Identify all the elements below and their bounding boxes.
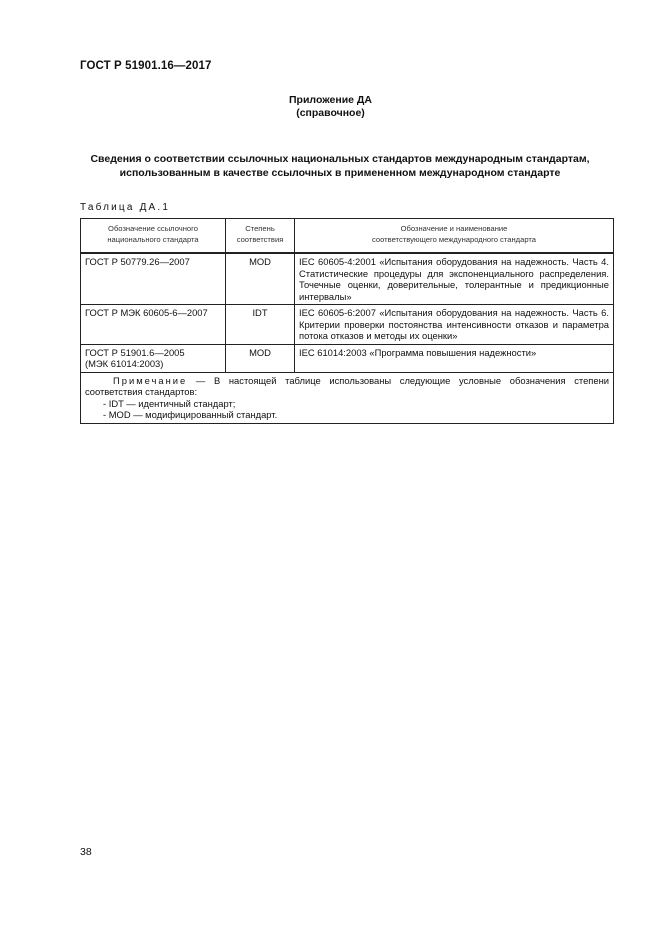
section-title-line1: Сведения о соответствии ссылочных национальных стандартов международным стандартам, bbox=[90, 153, 590, 165]
national-standard-cell bbox=[81, 253, 226, 305]
header-national-standard bbox=[81, 219, 226, 254]
table-note bbox=[81, 372, 614, 423]
note-item: - IDT — идентичный стандарт; bbox=[103, 397, 236, 409]
section-title-line2: использованным в качестве ссылочных в примененном международном стандарте bbox=[119, 167, 561, 179]
national-standard-code: ГОСТ Р 51901.6—2005 bbox=[85, 346, 185, 358]
correspondence-table bbox=[80, 218, 614, 424]
note-paragraph bbox=[85, 375, 609, 398]
table-row bbox=[81, 253, 614, 305]
note-item: - MOD — модифицированный стандарт. bbox=[103, 409, 278, 420]
degree-cell: MOD bbox=[226, 344, 295, 372]
table-header-row bbox=[81, 219, 614, 254]
table-row bbox=[81, 344, 614, 372]
header-international-standard bbox=[295, 219, 614, 254]
national-standard-cell bbox=[81, 305, 226, 345]
international-standard-cell: IEC 61014:2003 «Программа повышения надежности» bbox=[295, 344, 614, 372]
standard-code: ГОСТ Р 51901.16—2017 bbox=[80, 60, 212, 72]
header-degree bbox=[226, 219, 295, 254]
header-text: Обозначение ссылочного bbox=[108, 224, 198, 233]
national-standard-code-secondary: (МЭК 61014:2003) bbox=[85, 358, 164, 369]
international-standard-cell: IEC 60605-6:2007 «Испытания оборудования на надежность. Часть 6. Критерии проверки постоянства интенсивности отказов и параметра потока отказов и методы их оценки» bbox=[295, 305, 614, 345]
degree-cell: MOD bbox=[226, 253, 295, 305]
header-text: Степень bbox=[245, 224, 275, 233]
table-caption: Таблица ДА.1 bbox=[80, 202, 171, 213]
national-standard-code: ГОСТ Р 50779.26—2007 bbox=[85, 256, 190, 267]
national-standard-code: ГОСТ Р МЭК 60605-6—2007 bbox=[85, 307, 208, 318]
note-label: Примечание bbox=[113, 374, 188, 386]
international-standard-cell: IEC 60605-4:2001 «Испытания оборудования на надежность. Часть 4. Статистические процедуры для экспоненциального распределения. Точечные оценки, доверительные, толерантные и предикционные интервалы» bbox=[295, 253, 614, 305]
header-text: Обозначение и наименование bbox=[400, 224, 508, 233]
header-text: соответствия bbox=[236, 235, 284, 244]
header-text: соответствующего международного стандарта bbox=[372, 235, 536, 244]
note-text: — В настоящей таблице использованы следующие условные обозначения степени соответствия стандартов: bbox=[85, 374, 609, 397]
annex-heading bbox=[0, 94, 661, 120]
table-note-row bbox=[81, 372, 614, 423]
annex-title: Приложение ДА bbox=[289, 94, 372, 106]
annex-subtitle: (справочное) bbox=[296, 107, 365, 119]
header-text: национального стандарта bbox=[107, 235, 199, 244]
table-row bbox=[81, 305, 614, 345]
page-number: 38 bbox=[80, 846, 92, 858]
section-title bbox=[60, 152, 620, 180]
national-standard-cell bbox=[81, 344, 226, 372]
degree-cell: IDT bbox=[226, 305, 295, 345]
